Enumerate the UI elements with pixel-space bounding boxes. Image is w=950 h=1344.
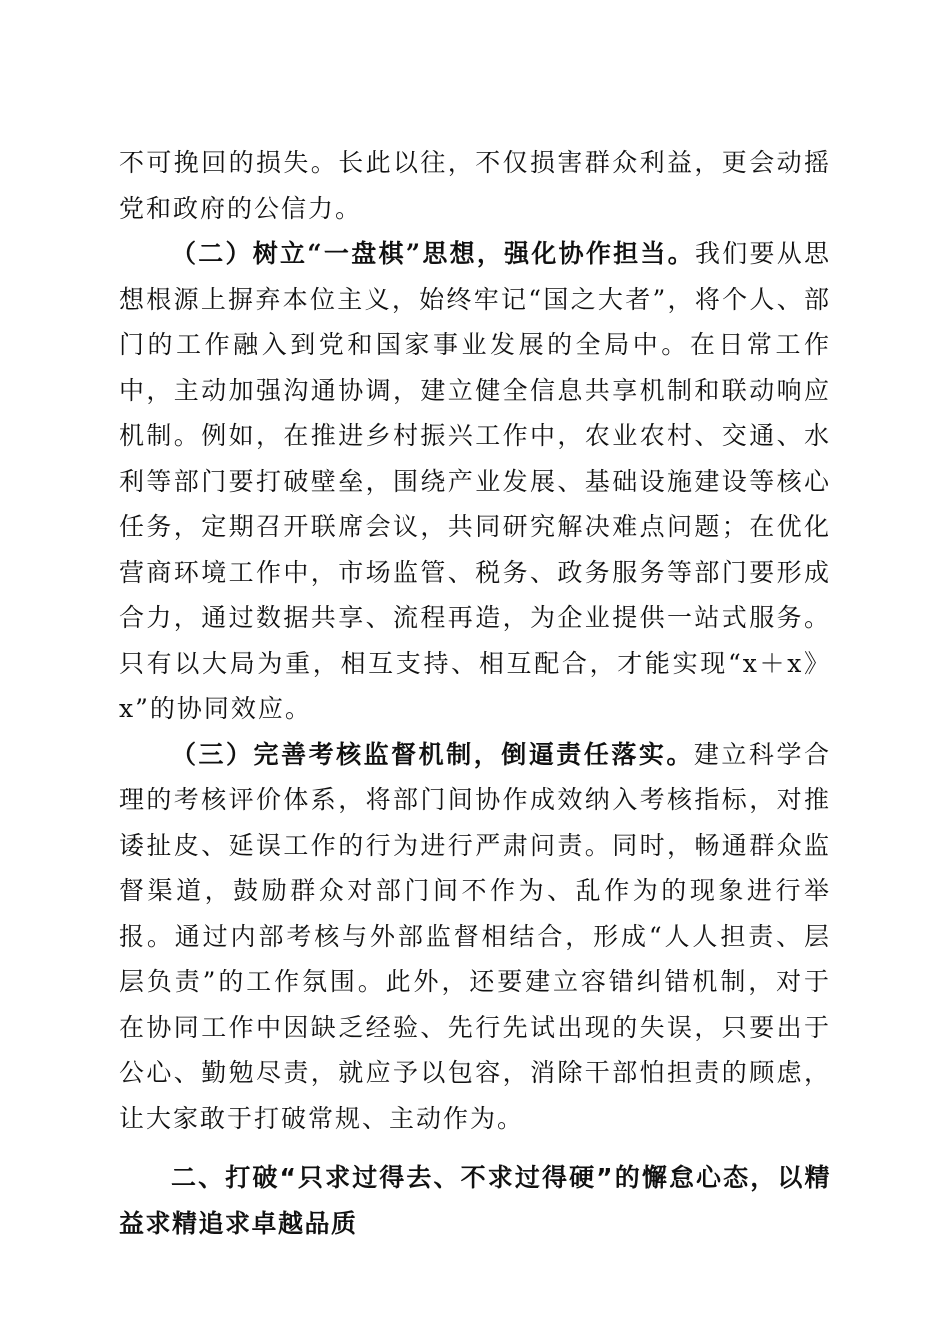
paragraph-item-two [119, 231, 831, 732]
paragraph-continuation: 不可挽回的损失。长此以往，不仅损害群众利益，更会动摇党和政府的公信力。 [119, 148, 831, 223]
section-heading: 二、打破“只求过得去、不求过得硬”的懈怠心态，以精益求精追求卓越品质 [119, 1163, 831, 1238]
item-two-heading: （二）树立“一盘棋”思想，强化协作担当。 [171, 239, 695, 268]
item-three-body: 建立科学合理的考核评价体系，将部门间协作成效纳入考核指标，对推诿扯皮、延误工作的行为进行严肃问责。同时，畅通群众监督渠道，鼓励群众对部门间不作为、乱作为的现象进行举报。通过内部考核与外部监督相结合，形成“人人担责、层层负责”的工作氛围。此外，还要建立容错纠错机制，对于在协同工作中因缺乏经验、先行先试出现的失误，只要出于公心、勤勉尽责，就应予以包容，消除干部怕担责的顾虑，让大家敢于打破常规、主动作为。 [119, 739, 831, 1133]
item-three-heading: （三）完善考核监督机制，倒逼责任落实。 [171, 739, 694, 769]
paragraph-item-three [119, 732, 831, 1142]
item-two-body: 我们要从思想根源上摒弃本位主义，始终牢记“国之大者”，将个人、部门的工作融入到党和国家事业发展的全局中。在日常工作中，主动加强沟通协调，建立健全信息共享机制和联动响应机制。例如，在推进乡村振兴工作中，农业农村、交通、水利等部门要打破壁垒，围绕产业发展、基础设施建设等核心任务，定期召开联席会议，共同研究解决难点问题；在优化营商环境工作中，市场监管、税务、政务服务等部门要形成合力，通过数据共享、流程再造，为企业提供一站式服务。只有以大局为重，相互支持、相互配合，才能实现“x＋x》x”的协同效应。 [119, 239, 831, 723]
document-page [119, 140, 831, 1246]
